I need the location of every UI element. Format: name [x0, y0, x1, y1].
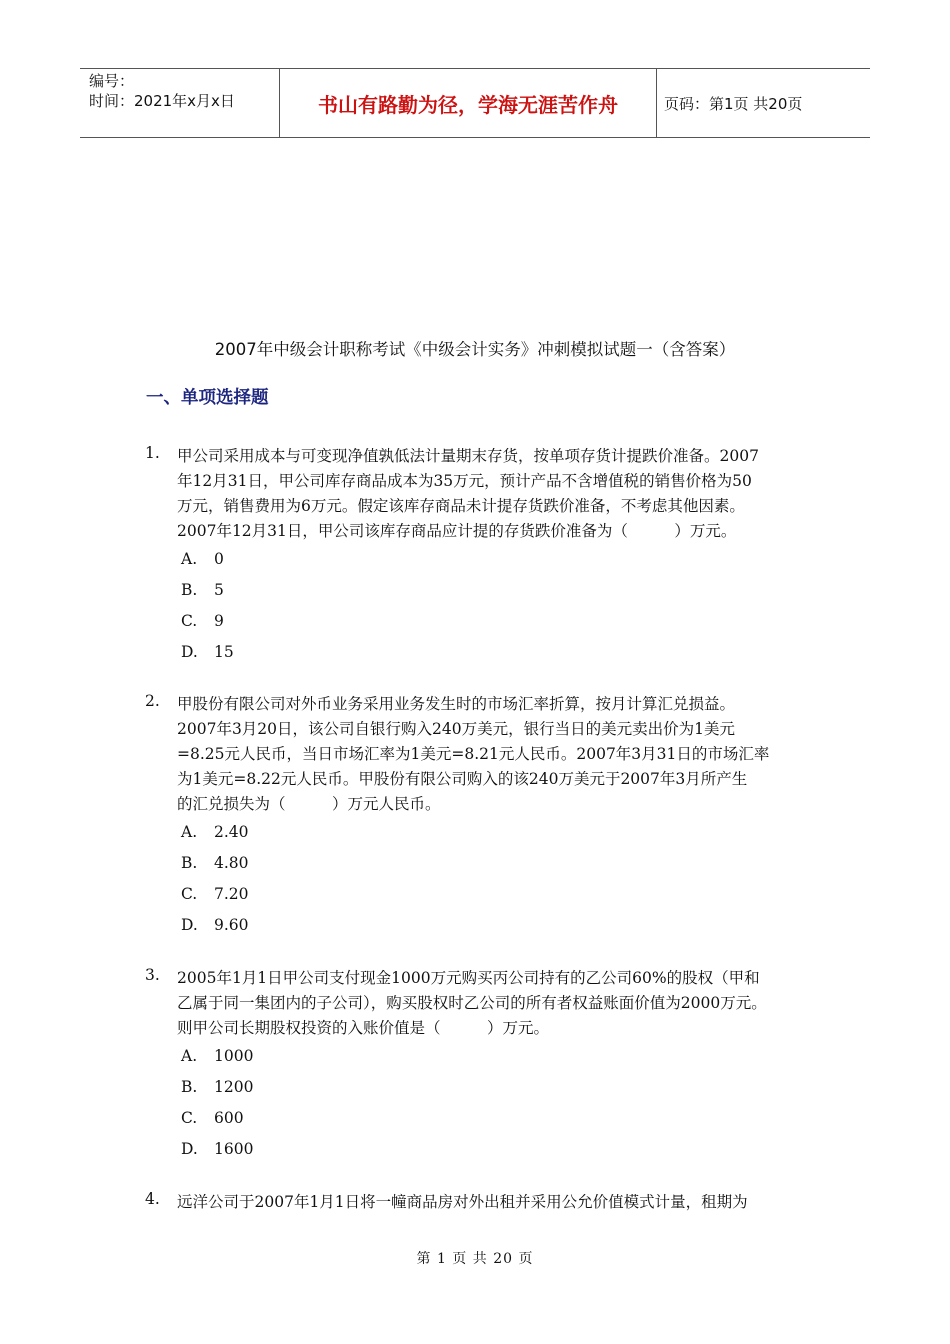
question-line: 甲公司采用成本与可变现净值孰低法计量期末存货，按单项存货计提跌价准备。2007: [177, 447, 759, 465]
option-letter: C.: [181, 885, 198, 903]
option-letter: B.: [181, 581, 198, 599]
option-d: [181, 637, 825, 668]
option-text: 600: [214, 1109, 244, 1127]
option-b: [181, 1072, 825, 1103]
question-number: 4.: [145, 1190, 160, 1208]
option-text: 1600: [214, 1140, 254, 1158]
question-4: [145, 1190, 825, 1215]
option-a: [181, 817, 825, 848]
question-text: [177, 966, 825, 1041]
option-text: 2.40: [214, 823, 249, 841]
question-text: [177, 692, 825, 817]
question-line: 的汇兑损失为（ ）万元人民币。: [177, 795, 441, 813]
question-line: 2007年3月20日，该公司自银行购入240万美元，银行当日的美元卖出价为1美元: [177, 720, 735, 738]
question-line: 甲股份有限公司对外币业务采用业务发生时的市场汇率折算，按月计算汇兑损益。: [177, 695, 736, 713]
question-1: [145, 444, 825, 668]
option-letter: D.: [181, 916, 198, 934]
header-motto: 书山有路勤为径，学海无涯苦作舟: [280, 69, 657, 137]
option-letter: B.: [181, 1078, 198, 1096]
header-page-code: 页码：第1页 共20页: [664, 94, 803, 113]
question-line: 为1美元=8.22元人民币。甲股份有限公司购入的该240万美元于2007年3月所产生: [177, 770, 748, 788]
option-d: [181, 1134, 825, 1165]
option-text: 1200: [214, 1078, 254, 1096]
option-b: [181, 575, 825, 606]
number-label: 编号：: [89, 72, 135, 90]
question-line: 2005年1月1日甲公司支付现金1000万元购买丙公司持有的乙公司60%的股权（甲和: [177, 969, 760, 987]
question-line: 年12月31日，甲公司库存商品成本为35万元，预计产品不含增值税的销售价格为50: [177, 472, 752, 490]
option-letter: B.: [181, 854, 198, 872]
question-3: [145, 966, 825, 1165]
header-left-cell: [80, 69, 280, 137]
question-line: 万元，销售费用为6万元。假定该库存商品未计提存货跌价准备，不考虑其他因素。: [177, 497, 745, 515]
question-line: 远洋公司于2007年1月1日将一幢商品房对外出租并采用公允价值模式计量，租期为: [177, 1193, 748, 1211]
option-c: [181, 879, 825, 910]
question-text: [177, 1190, 825, 1215]
question-line: 乙属于同一集团内的子公司），购买股权时乙公司的所有者权益账面价值为2000万元。: [177, 994, 767, 1012]
option-text: 15: [214, 643, 234, 661]
option-d: [181, 910, 825, 941]
question-text: [177, 444, 825, 544]
question-2: [145, 692, 825, 941]
option-letter: A.: [181, 823, 198, 841]
time-label: 时间：2021年x月x日: [89, 92, 235, 110]
option-text: 9: [214, 612, 224, 630]
option-b: [181, 848, 825, 879]
option-letter: D.: [181, 1140, 198, 1158]
question-number: 1.: [145, 444, 160, 462]
option-letter: C.: [181, 612, 198, 630]
option-a: [181, 544, 825, 575]
document-title: 2007年中级会计职称考试《中级会计实务》冲刺模拟试题一（含答案）: [214, 340, 736, 359]
option-c: [181, 606, 825, 637]
section-heading: 一、单项选择题: [146, 388, 269, 408]
option-text: 1000: [214, 1047, 254, 1065]
option-text: 4.80: [214, 854, 249, 872]
option-c: [181, 1103, 825, 1134]
question-line: =8.25元人民币，当日市场汇率为1美元=8.21元人民币。2007年3月31日的市场汇率: [177, 745, 770, 763]
option-text: 0: [214, 550, 224, 568]
question-line: 则甲公司长期股权投资的入账价值是（ ）万元。: [177, 1019, 550, 1037]
question-line: 2007年12月31日，甲公司该库存商品应计提的存货跌价准备为（ ）万元。: [177, 522, 737, 540]
option-text: 9.60: [214, 916, 249, 934]
question-number: 2.: [145, 692, 160, 710]
option-letter: D.: [181, 643, 198, 661]
option-a: [181, 1041, 825, 1072]
header-table: [80, 68, 870, 138]
question-number: 3.: [145, 966, 160, 984]
option-letter: A.: [181, 550, 198, 568]
option-text: 7.20: [214, 885, 249, 903]
option-letter: A.: [181, 1047, 198, 1065]
option-letter: C.: [181, 1109, 198, 1127]
option-text: 5: [214, 581, 224, 599]
page-footer: 第 1 页 共 20 页: [416, 1251, 534, 1267]
